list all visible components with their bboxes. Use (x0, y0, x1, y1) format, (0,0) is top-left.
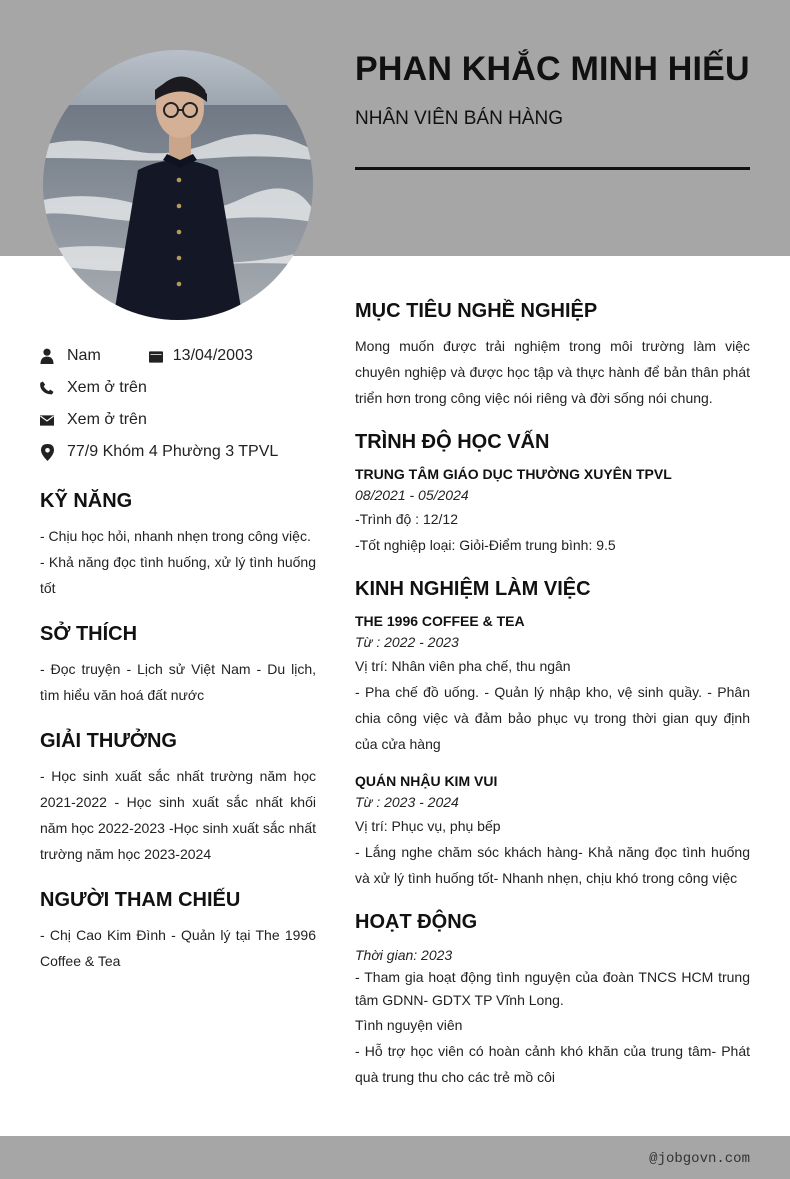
skills-heading: KỸ NĂNG (40, 490, 133, 512)
job-position: Vị trí: Phục vụ, phụ bếp (355, 818, 501, 834)
skill-item: - Chịu học hỏi, nhanh nhẹn trong công việc. (40, 528, 311, 544)
experience-job (355, 771, 750, 891)
contact-row-email (40, 404, 316, 436)
references-heading: NGƯỜI THAM CHIẾU (40, 889, 241, 911)
activities-line: - Tham gia hoạt động tình nguyện của đoàn TNCS HCM trung tâm GDNN- GDTX TP Vĩnh Long. (355, 969, 750, 1008)
experience-job (355, 611, 750, 757)
gender-cell (40, 347, 101, 365)
job-company: THE 1996 COFFEE & TEA (355, 613, 525, 629)
address-value: 77/9 Khóm 4 Phường 3 TPVL (67, 443, 279, 460)
activities-period: Thời gian: 2023 (355, 947, 453, 963)
calendar-icon (149, 348, 163, 364)
hobbies-text: - Đọc truyện - Lịch sử Việt Nam - Du lịch, tìm hiểu văn hoá đất nước (40, 661, 316, 703)
contact-row-gender-dob (40, 340, 316, 372)
awards-text: - Học sinh xuất sắc nhất trường năm học 2021-2022 - Học sinh xuất sắc nhất khối năm học 2022-2023 -Học sinh xuất sắc nhất trường năm học 2023-2024 (40, 768, 316, 862)
job-position: Vị trí: Nhân viên pha chế, thu ngân (355, 658, 571, 674)
dob-value: 13/04/2003 (172, 347, 253, 364)
header-divider (355, 167, 750, 170)
objective-text: Mong muốn được trải nghiệm trong môi trường làm việc chuyên nghiệp và được học tập và thực hành để bản thân phát triển hơn trong công việc nói riêng và đời sống nói chung. (355, 338, 750, 406)
hobbies-heading: SỞ THÍCH (40, 623, 138, 645)
left-column (40, 340, 316, 974)
education-line: -Trình độ : 12/12 (355, 511, 458, 527)
mail-icon (40, 412, 54, 428)
job-description: - Pha chế đồ uống. - Quản lý nhập kho, vệ sinh quầy. - Phân chia công việc và đảm bảo phục vụ trong thời gian quy định của cửa hàng (355, 684, 750, 752)
phone-value: Xem ở trên (67, 379, 147, 396)
contact-row-phone (40, 372, 316, 404)
profile-photo (43, 50, 313, 320)
education-school: TRUNG TÂM GIÁO DỤC THƯỜNG XUYÊN TPVL (355, 466, 672, 482)
gender-value: Nam (67, 347, 101, 364)
job-company: QUÁN NHẬU KIM VUI (355, 773, 498, 789)
right-column (355, 300, 750, 1090)
education-heading: TRÌNH ĐỘ HỌC VẤN (355, 431, 550, 453)
awards-heading: GIẢI THƯỞNG (40, 730, 177, 752)
job-title: NHÂN VIÊN BÁN HÀNG (355, 108, 563, 129)
activities-role: Tình nguyện viên (355, 1017, 463, 1033)
job-period: Từ : 2023 - 2024 (355, 794, 459, 810)
activities-heading: HOẠT ĐỘNG (355, 911, 478, 933)
user-icon (40, 348, 54, 364)
skills-list (40, 523, 316, 601)
experience-heading: KINH NGHIỆM LÀM VIỆC (355, 578, 591, 600)
activities-line: - Hỗ trợ học viên có hoàn cảnh khó khăn của trung tâm- Phát quà trung thu cho các trẻ mồ côi (355, 1043, 750, 1085)
objective-heading: MỤC TIÊU NGHỀ NGHIỆP (355, 300, 598, 322)
watermark: @jobgovn.com (649, 1151, 750, 1167)
map-pin-icon (40, 444, 54, 460)
candidate-name: PHAN KHẮC MINH HIẾU (355, 50, 750, 88)
phone-icon (40, 380, 54, 396)
education-line: -Tốt nghiệp loại: Giỏi-Điểm trung bình: 9.5 (355, 537, 616, 553)
dob-cell (149, 347, 253, 365)
job-description: - Lắng nghe chăm sóc khách hàng- Khả năng đọc tình huống và xử lý tình huống tốt- Nhanh nhẹn, chịu khó trong công việc (355, 844, 750, 886)
spacer (355, 757, 750, 769)
email-value: Xem ở trên (67, 411, 147, 428)
references-text: - Chị Cao Kim Đình - Quản lý tại The 1996 Coffee & Tea (40, 927, 316, 969)
contact-row-address (40, 436, 316, 468)
education-period: 08/2021 - 05/2024 (355, 487, 469, 503)
job-period: Từ : 2022 - 2023 (355, 634, 459, 650)
skill-item: - Khả năng đọc tình huống, xử lý tình huống tốt (40, 554, 316, 596)
